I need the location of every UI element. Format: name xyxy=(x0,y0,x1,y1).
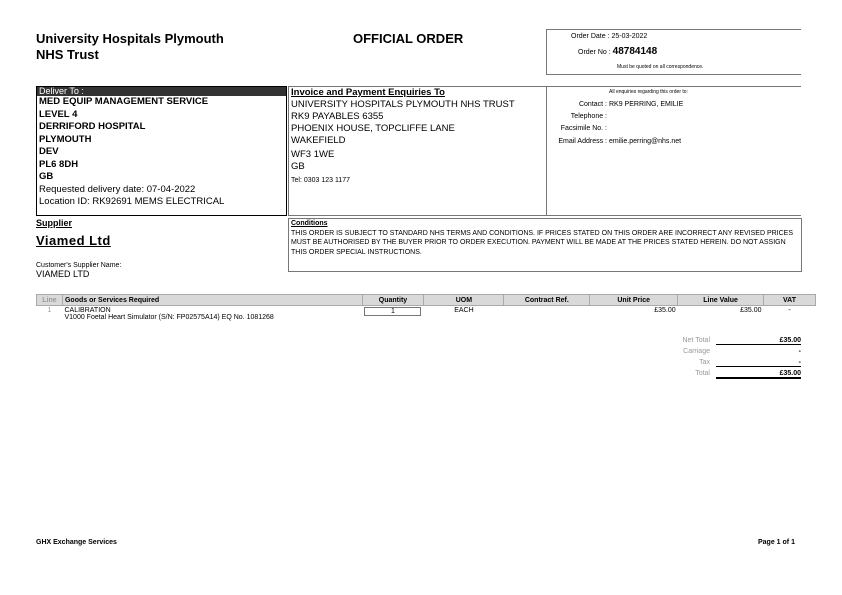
col-header-quantity: Quantity xyxy=(362,295,424,306)
trust-name-line2: NHS Trust xyxy=(36,47,99,62)
net-total-value: £35.00 xyxy=(716,337,801,345)
invoice-telephone: Tel: 0303 123 1177 xyxy=(291,177,351,184)
cell-line-value: £35.00 xyxy=(740,307,762,314)
email-value: emilie.perring@nhs.net xyxy=(609,138,682,145)
deliver-address-line: LEVEL 4 xyxy=(39,108,78,120)
col-header-goods: Goods or Services Required xyxy=(62,295,362,306)
invoice-heading: Invoice and Payment Enquiries To xyxy=(291,87,445,98)
cell-quantity xyxy=(362,306,424,323)
order-date-label: Order Date : xyxy=(571,33,610,40)
invoice-address-line: GB xyxy=(291,161,305,172)
cell-goods xyxy=(62,306,362,323)
cell-uom: EACH xyxy=(454,307,474,314)
col-header-line: Line xyxy=(37,295,63,306)
total-value: £35.00 xyxy=(716,370,801,379)
conditions-text: THIS ORDER IS SUBJECT TO STANDARD NHS TERMS AND CONDITIONS. IF PRICES STATED ON THIS ORDER ARE INCORRECT ANY REVISED PRICES MUST BE AUTHORISED BY THE BUYER PRIOR TO ORDER EXECUTION. PAYMENT WILL BE MADE AT THE PRICES STATED HEREIN. DO NOT ASSIGN THIS ORDER SPECIAL INSTRUCTIONS. xyxy=(291,229,794,256)
footer-service: GHX Exchange Services xyxy=(36,539,117,546)
contact-label: Contact : xyxy=(578,101,607,108)
customer-supplier-value: VIAMED LTD xyxy=(36,269,90,279)
order-date-value: 25-03-2022 xyxy=(611,33,648,40)
deliver-to-box xyxy=(36,86,287,216)
facsimile-label: Facsimile No. : xyxy=(560,125,607,132)
conditions-box xyxy=(288,218,802,272)
net-total-label: Net Total xyxy=(682,337,710,344)
invoice-enquiries-box xyxy=(288,86,546,216)
supplier-name: Viamed Ltd xyxy=(36,233,111,248)
deliver-address-line: GB xyxy=(39,171,54,182)
invoice-address-line: WAKEFIELD xyxy=(291,135,346,146)
cell-vat: - xyxy=(788,307,791,314)
tax-value: - xyxy=(716,359,801,367)
carriage-label: Carriage xyxy=(683,348,710,355)
deliver-to-heading: Deliver To : xyxy=(37,87,286,96)
order-date xyxy=(571,33,647,40)
tax-label: Tax xyxy=(699,359,710,366)
supplier-heading: Supplier xyxy=(36,218,73,228)
customer-supplier-label: Customer's Supplier Name: xyxy=(36,262,122,269)
order-items-table xyxy=(36,294,816,322)
contact-value: RK9 PERRING, EMILIE xyxy=(609,101,684,108)
telephone-label: Telephone : xyxy=(570,113,607,120)
page-number: Page 1 of 1 xyxy=(758,539,795,546)
deliver-address-line: DERRIFORD HOSPITAL xyxy=(39,121,146,132)
col-header-uom: UOM xyxy=(424,295,504,306)
trust-name-line1: University Hospitals Plymouth xyxy=(36,31,224,46)
invoice-address-line: PHOENIX HOUSE, TOPCLIFFE LANE xyxy=(291,123,455,134)
requested-delivery-date: Requested delivery date: 07-04-2022 xyxy=(39,183,196,195)
deliver-address-line: PL6 8DH xyxy=(39,158,79,170)
deliver-address-line: MED EQUIP MANAGEMENT SERVICE xyxy=(39,96,209,107)
enquiries-note: All enquiries regarding this order to: xyxy=(609,89,688,95)
cell-contract-ref xyxy=(504,306,590,323)
invoice-address-line: WF3 1WE xyxy=(291,149,335,160)
col-header-contract-ref: Contract Ref. xyxy=(504,295,590,306)
col-header-unit-price: Unit Price xyxy=(590,295,678,306)
order-number-label: Order No : xyxy=(578,49,611,56)
order-number xyxy=(578,46,657,57)
carriage-value: - xyxy=(798,348,801,355)
quantity-value: 1 xyxy=(364,307,421,316)
deliver-address-line: PLYMOUTH xyxy=(39,133,92,145)
contact-box xyxy=(546,86,801,216)
location-id: Location ID: RK92691 MEMS ELECTRICAL xyxy=(39,196,225,207)
total-label: Total xyxy=(695,370,710,377)
col-header-vat: VAT xyxy=(764,295,816,306)
cell-item-detail: V1000 Foetal Heart Simulator (S/N: FP02575A14) EQ No. 1081268 xyxy=(64,314,274,321)
order-number-value: 48784148 xyxy=(612,46,658,57)
cell-item: CALIBRATION xyxy=(64,307,111,314)
conditions-heading: Conditions xyxy=(291,220,328,227)
cell-line: 1 xyxy=(47,307,52,314)
invoice-address-line: UNIVERSITY HOSPITALS PLYMOUTH NHS TRUST xyxy=(291,99,515,110)
email-label: Email Address : xyxy=(558,138,607,145)
order-info-box xyxy=(546,29,801,75)
deliver-address-line: DEV xyxy=(39,146,59,157)
table-row xyxy=(37,306,816,323)
table-header-row xyxy=(37,295,816,306)
trust-name xyxy=(36,31,224,63)
document-title: OFFICIAL ORDER xyxy=(353,31,464,46)
order-quote-note: Must be quoted on all correspondence. xyxy=(617,64,704,70)
col-header-line-value: Line Value xyxy=(678,295,764,306)
invoice-address-line: RK9 PAYABLES 6355 xyxy=(291,111,384,122)
cell-unit-price: £35.00 xyxy=(654,307,676,314)
